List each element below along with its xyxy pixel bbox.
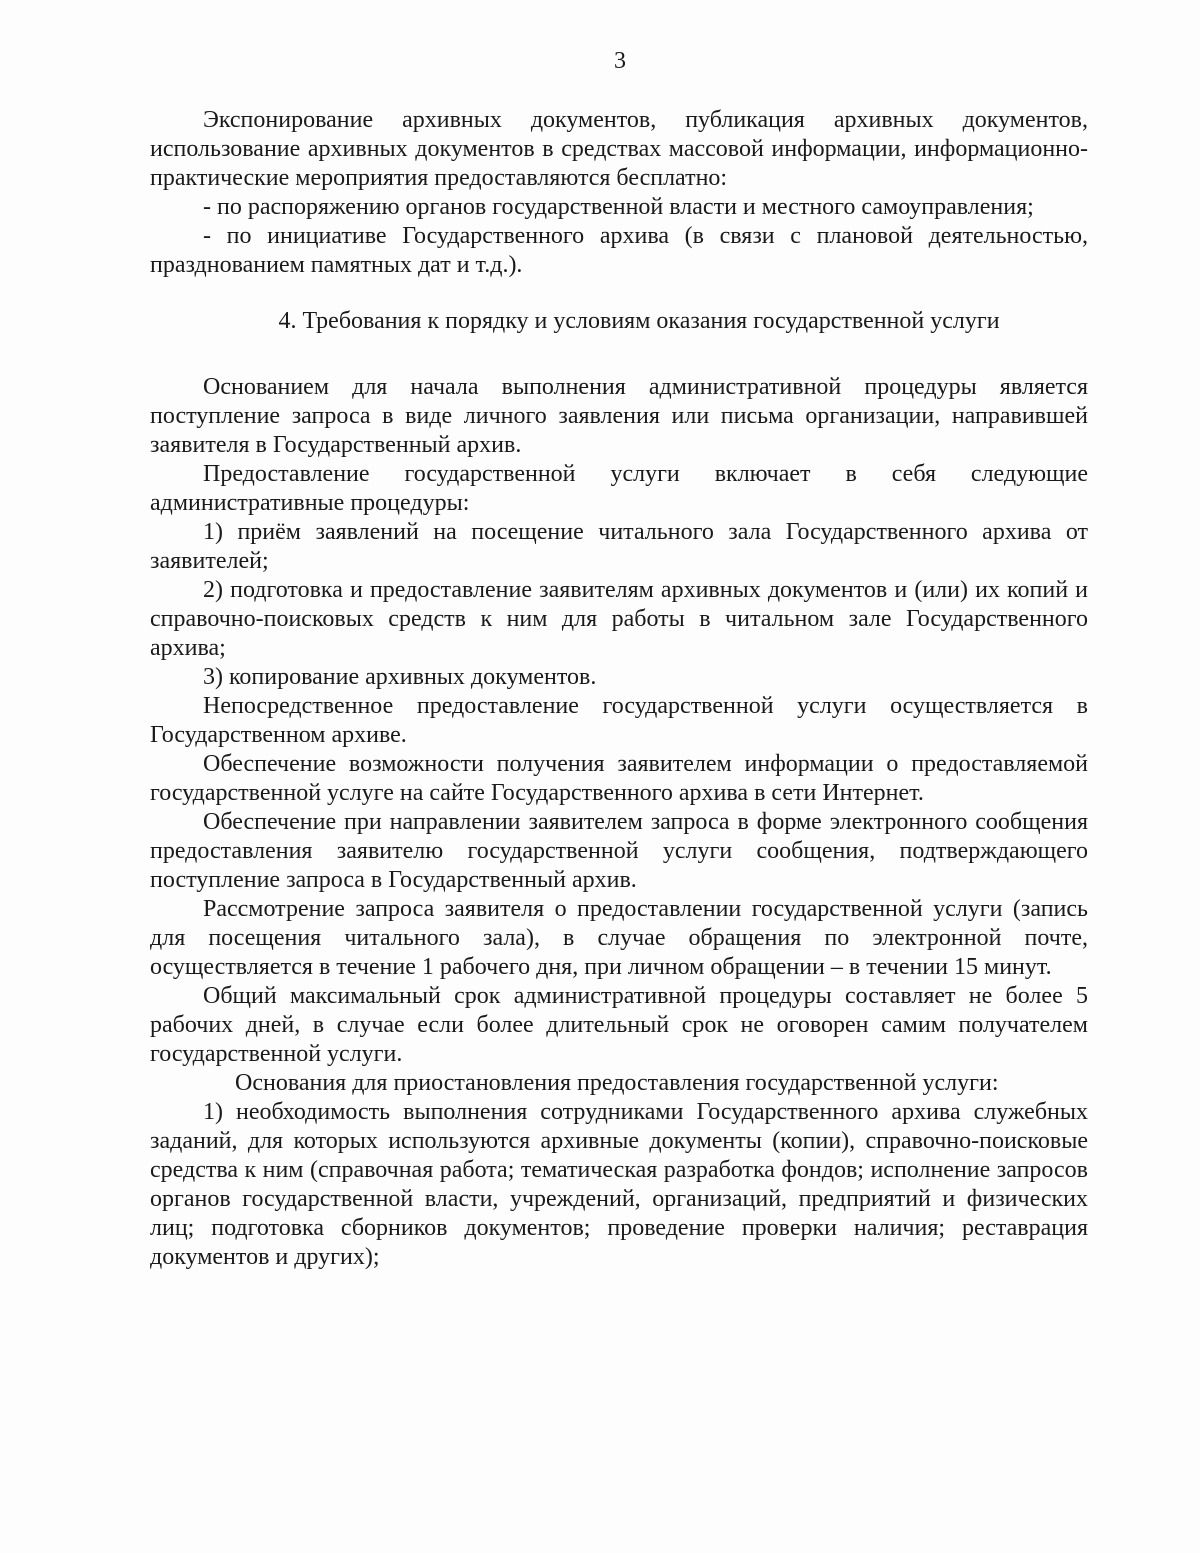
list-item-procedure-2: 2) подготовка и предоставление заявителям архивных документов и (или) их копий и справочно-поисковых средств к ним для работы в читальном зале Государственного архива; — [150, 577, 1088, 661]
paragraph-review-time: Рассмотрение запроса заявителя о предоставлении государственной услуги (запись для посещения читального зала), в случае обращения по электронной почте, осуществляется в течение 1 рабочего дня, при личном обращении – в течении 15 минут. — [150, 896, 1088, 980]
suspension-heading: Основания для приостановления предоставления государственной услуги: — [235, 1070, 999, 1096]
paragraph-exhibition: Экспонирование архивных документов, публикация архивных документов, использование архивных документов в средствах массовой информации, информационно-практические мероприятия предоставляются бесплатно: — [150, 107, 1088, 191]
page-number: 3 — [614, 48, 626, 74]
paragraph-max-term: Общий максимальный срок административной процедуры составляет не более 5 рабочих дней, в случае если более длительный срок не оговорен самим получателем государственной услуги. — [150, 983, 1088, 1067]
paragraph-basis: Основанием для начала выполнения административной процедуры является поступление запроса в виде личного заявления или письма организации, направившей заявителя в Государственный архив. — [150, 374, 1088, 458]
document-body — [150, 106, 1088, 1272]
paragraph-procedures-intro: Предоставление государственной услуги включает в себя следующие административные процедуры: — [150, 461, 1088, 516]
list-item-authorities: - по распоряжению органов государственной власти и местного самоуправления; — [203, 194, 1034, 220]
paragraph-info-website: Обеспечение возможности получения заявителем информации о предоставляемой государственной услуге на сайте Государственного архива в сети Интернет. — [150, 751, 1088, 806]
list-item-archive-initiative: - по инициативе Государственного архива (в связи с плановой деятельностью, празднованием памятных дат и т.д.). — [150, 223, 1088, 278]
section-heading: 4. Требования к порядку и условиям оказания государственной услуги — [278, 308, 1000, 334]
suspension-item-1: 1) необходимость выполнения сотрудниками Государственного архива служебных заданий, для которых используются архивные документы (копии), справочно-поисковые средства к ним (справочная работа; тематическая разработка фондов; исполнение запросов органов государственной власти, учреждений, организаций, предприятий и физических лиц; подготовка сборников документов; проведение проверки наличия; реставрация документов и других); — [150, 1099, 1088, 1270]
list-item-procedure-3: 3) копирование архивных документов. — [203, 664, 597, 690]
paragraph-electronic-request: Обеспечение при направлении заявителем запроса в форме электронного сообщения предоставления заявителю государственной услуги сообщения, подтверждающего поступление запроса в Государственный архив. — [150, 809, 1088, 893]
list-item-procedure-1: 1) приём заявлений на посещение читального зала Государственного архива от заявителей; — [150, 519, 1088, 574]
paragraph-direct-provision: Непосредственное предоставление государственной услуги осуществляется в Государственном архиве. — [150, 693, 1088, 748]
